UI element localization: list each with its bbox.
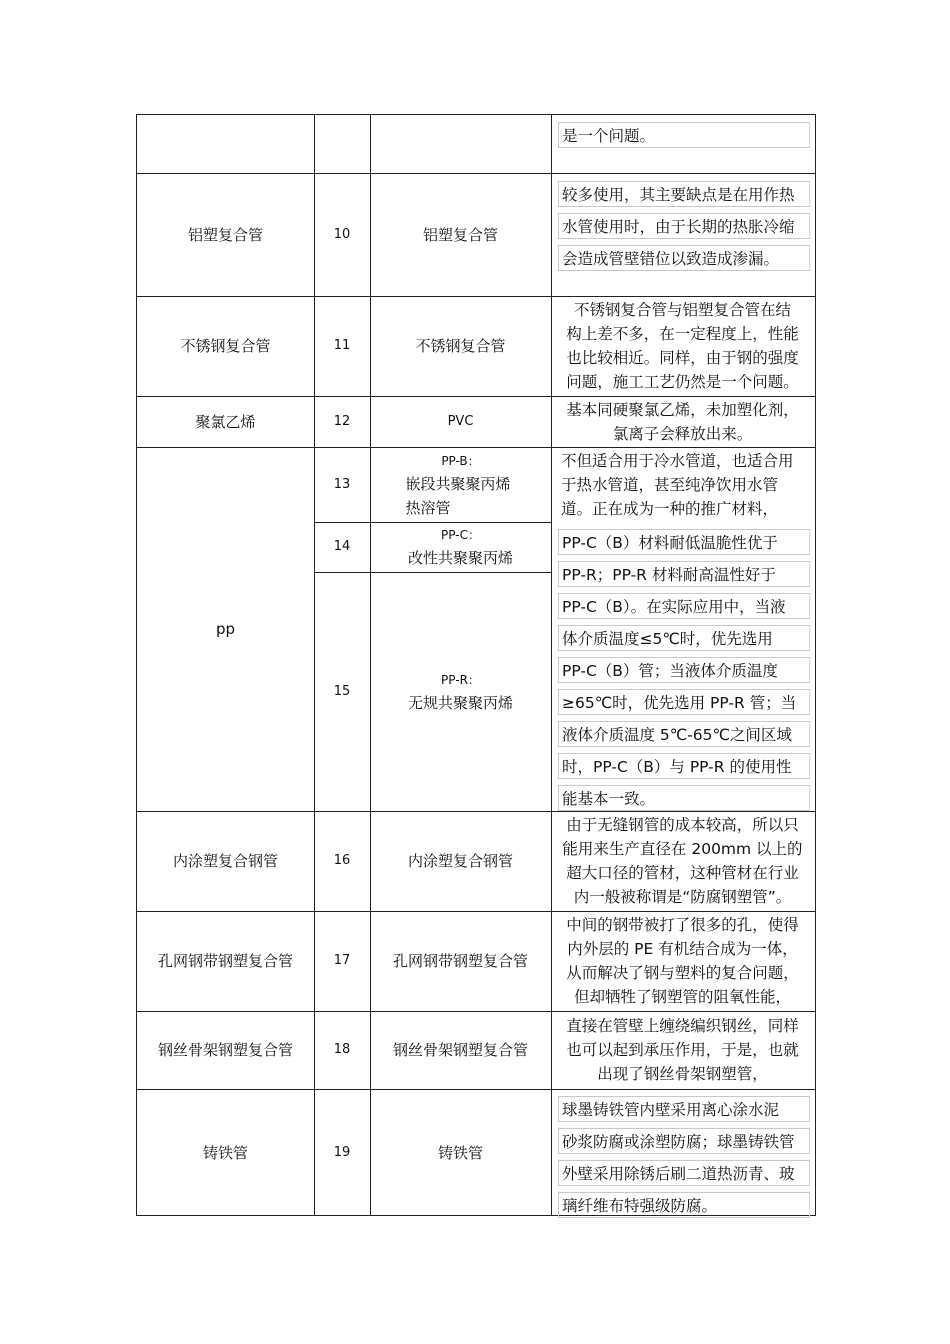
desc-line: 水管使用时，由于长期的热胀冷缩	[558, 213, 810, 239]
pipe-number: 13	[333, 476, 351, 492]
desc-line: 由于无缝钢管的成本较高，所以只	[566, 816, 799, 834]
desc-line: PP-C（B）管；当液体介质温度	[558, 657, 810, 683]
desc-line: 是一个问题。	[558, 122, 810, 148]
material-line: 改性共聚聚丙烯	[407, 549, 513, 567]
desc-line: 内外层的 PE 有机结合成为一体，	[567, 940, 798, 958]
desc-line: 问题，施工工艺仍然是一个问题。	[566, 373, 799, 391]
desc-line: 出现了钢丝骨架钢塑管，	[597, 1065, 768, 1083]
desc-line: 构上差不多，在一定程度上，性能	[566, 325, 799, 343]
desc-line: 内一般被称谓是“防腐钢塑管”。	[573, 888, 792, 906]
pipe-material: PVC	[447, 413, 474, 429]
pipe-number: 11	[333, 338, 351, 353]
pipe-number: 17	[333, 953, 351, 968]
desc-line: PP-R；PP-R 材料耐高温性好于	[558, 561, 810, 587]
desc-line: 时，PP-C（B）与 PP-R 的使用性	[558, 753, 810, 779]
pipe-material: 孔网钢带钢塑复合管	[392, 952, 528, 970]
col-divider	[551, 115, 552, 1215]
pipe-material: 不锈钢复合管	[415, 337, 506, 355]
desc-cell	[555, 296, 810, 396]
desc-line: 从而解决了钢与塑料的复合问题，	[566, 964, 799, 982]
pipe-name: 铸铁管	[202, 1143, 248, 1162]
desc-line: 不锈钢复合管与铝塑复合管在结	[573, 301, 791, 319]
desc-line: 体介质温度≤5℃时，优先选用	[558, 625, 810, 651]
desc-line: ≥65℃时，优先选用 PP-R 管；当	[558, 689, 810, 715]
pipe-number: 16	[333, 853, 351, 868]
desc-cell	[558, 122, 810, 154]
pipe-number: 19	[333, 1144, 351, 1160]
pipe-material: 铝塑复合管	[422, 225, 498, 244]
pipe-name: 不锈钢复合管	[180, 337, 271, 355]
pipe-name: 钢丝骨架钢塑复合管	[157, 1041, 293, 1059]
pipe-number: 15	[333, 683, 351, 699]
desc-line: 中间的钢带被打了很多的孔，使得	[566, 916, 799, 934]
desc-line: 但却牺牲了钢塑管的阻氧性能，	[573, 988, 791, 1006]
pipe-material: 铸铁管	[437, 1143, 483, 1162]
desc-line: 球墨铸铁管内壁采用离心涂水泥	[558, 1096, 810, 1122]
desc-line: PP-C（B）材料耐低温脆性优于	[558, 529, 810, 555]
desc-line: PP-C（B）。在实际应用中，当液	[558, 593, 810, 619]
pipe-name: pp	[215, 620, 236, 638]
desc-cell	[555, 449, 810, 521]
material-line: 热溶管	[405, 498, 451, 517]
pipe-table	[136, 114, 816, 1216]
pipe-material	[370, 522, 551, 572]
pipe-number: 14	[333, 539, 351, 554]
pipe-number: 18	[333, 1042, 351, 1057]
pipe-material: 内涂塑复合钢管	[407, 852, 513, 870]
desc-line: 能用来生产直径在 200mm 以上的	[562, 840, 803, 858]
pipe-name: 铝塑复合管	[187, 225, 263, 244]
desc-line: 于热水管道，甚至纯净饮用水管	[561, 476, 779, 494]
desc-cell	[558, 1096, 810, 1218]
material-code: PP-R：	[441, 672, 480, 687]
material-code: PP-C：	[441, 528, 480, 542]
desc-line: 不但适合用于冷水管道，也适合用	[561, 452, 794, 470]
desc-cell	[555, 911, 810, 1011]
desc-line: 会造成管壁错位以致造成渗漏。	[558, 245, 810, 271]
pipe-name: 聚氯乙烯	[195, 412, 256, 431]
desc-line: 道。正在成为一种的推广材料，	[561, 500, 779, 518]
desc-line: 砂浆防腐或涂塑防腐；球墨铸铁管	[558, 1128, 810, 1154]
pipe-material	[370, 447, 551, 522]
desc-line: 超大口径的管材，这种管材在行业	[566, 864, 799, 882]
desc-line: 能基本一致。	[558, 785, 810, 811]
pipe-material: 钢丝骨架钢塑复合管	[392, 1041, 528, 1059]
desc-line: 较多使用，其主要缺点是在用作热	[558, 181, 810, 207]
desc-line: 直接在管壁上缠绕编织钢丝，同样	[566, 1017, 799, 1035]
pipe-material	[370, 572, 551, 811]
desc-cell	[555, 1011, 810, 1089]
pipe-name: 孔网钢带钢塑复合管	[157, 952, 293, 970]
pipe-number: 10	[333, 226, 351, 242]
desc-line: 也可以起到承压作用，于是，也就	[566, 1041, 799, 1059]
pipe-number: 12	[333, 413, 351, 429]
material-line: 无规共聚聚丙烯	[407, 693, 513, 712]
desc-line: 璃纤维布特强级防腐。	[558, 1192, 810, 1218]
desc-cell	[558, 181, 810, 277]
desc-line: 外壁采用除锈后刷二道热沥青、玻	[558, 1160, 810, 1186]
desc-line: 氯离子会释放出来。	[612, 424, 753, 443]
desc-line: 基本同硬聚氯乙烯，未加塑化剂，	[566, 400, 799, 419]
desc-cell	[558, 529, 810, 811]
material-code: PP-B：	[441, 453, 480, 468]
pipe-name: 内涂塑复合钢管	[172, 852, 278, 870]
desc-line: 也比较相近。同样，由于钢的强度	[566, 349, 799, 367]
desc-line: 液体介质温度 5℃-65℃之间区域	[558, 721, 810, 747]
desc-cell	[555, 811, 810, 911]
desc-cell	[555, 396, 810, 447]
material-line: 嵌段共聚聚丙烯	[405, 474, 511, 493]
